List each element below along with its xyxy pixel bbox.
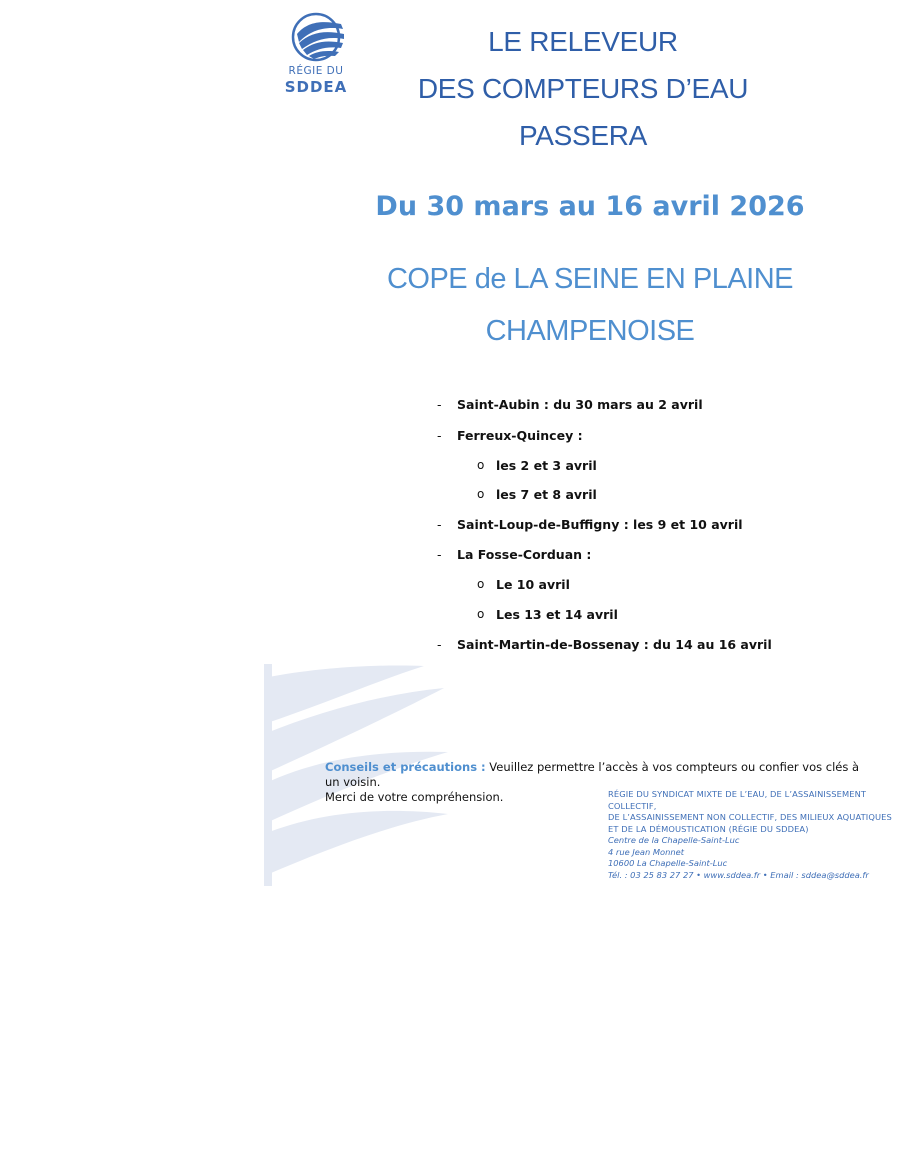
footer-line: 10600 La Chapelle-Saint-Luc [608,858,728,868]
list-item-text: les 2 et 3 avril [496,458,597,473]
cope-heading-line-2: CHAMPENOISE [485,315,695,347]
water-wave-icon [287,12,345,62]
list-item-text: Saint-Aubin : du 30 mars au 2 avril [457,397,703,412]
title-line-1: LE RELEVEUR [488,26,678,57]
list-item-text: Ferreux-Quincey : [457,428,583,443]
advice-text: Veuillez permettre l’accès à vos compteurs ou confier vos clés à un voisin. [325,760,860,789]
footer-line: DE L’ASSAINISSEMENT NON COLLECTIF, DES MILIEUX AQUATIQUES [608,812,892,822]
dash-bullet: - [437,637,442,652]
list-item-text: les 7 et 8 avril [496,487,597,502]
footer-line: Centre de la Chapelle-Saint-Luc [608,835,740,845]
footer-contact: Tél. : 03 25 83 27 27 • www.sddea.fr • Email : sddea@sddea.fr [608,869,869,880]
logo-text-regie: RÉGIE DU [288,65,344,77]
advice-label: Conseils et précautions : [325,760,486,774]
footer-line: RÉGIE DU SYNDICAT MIXTE DE L’EAU, DE L’ASSAINISSEMENT COLLECTIF, [608,789,867,811]
sddea-logo [280,12,352,108]
date-range-heading: Du 30 mars au 16 avril 2026 [375,191,805,222]
list-item-text: Saint-Martin-de-Bossenay : du 14 au 16 avril [457,637,772,652]
circle-bullet: o [477,487,485,501]
list-item-text: Saint-Loup-de-Buffigny : les 9 et 10 avril [457,517,743,532]
logo-text-sddea: SDDEA [284,78,348,96]
footer-line: 4 rue Jean Monnet [608,846,684,857]
cope-heading-line-1: COPE de LA SEINE EN PLAINE [386,263,794,295]
dash-bullet: - [437,547,442,562]
dash-bullet: - [437,397,442,412]
circle-bullet: o [477,607,485,621]
list-item-text: Les 13 et 14 avril [496,607,618,622]
footer-address [608,789,893,881]
list-item-text: La Fosse-Corduan : [457,547,592,562]
advice-thanks: Merci de votre compréhension. [325,790,504,804]
title-line-3: PASSERA [518,120,648,151]
circle-bullet: o [477,458,485,472]
circle-bullet: o [477,577,485,591]
dash-bullet: - [437,517,442,532]
title-line-2: DES COMPTEURS D’EAU [417,73,749,104]
footer-line: ET DE LA DÉMOUSTICATION (RÉGIE DU SDDEA) [608,823,809,834]
list-item-text: Le 10 avril [496,577,570,592]
dash-bullet: - [437,428,442,443]
